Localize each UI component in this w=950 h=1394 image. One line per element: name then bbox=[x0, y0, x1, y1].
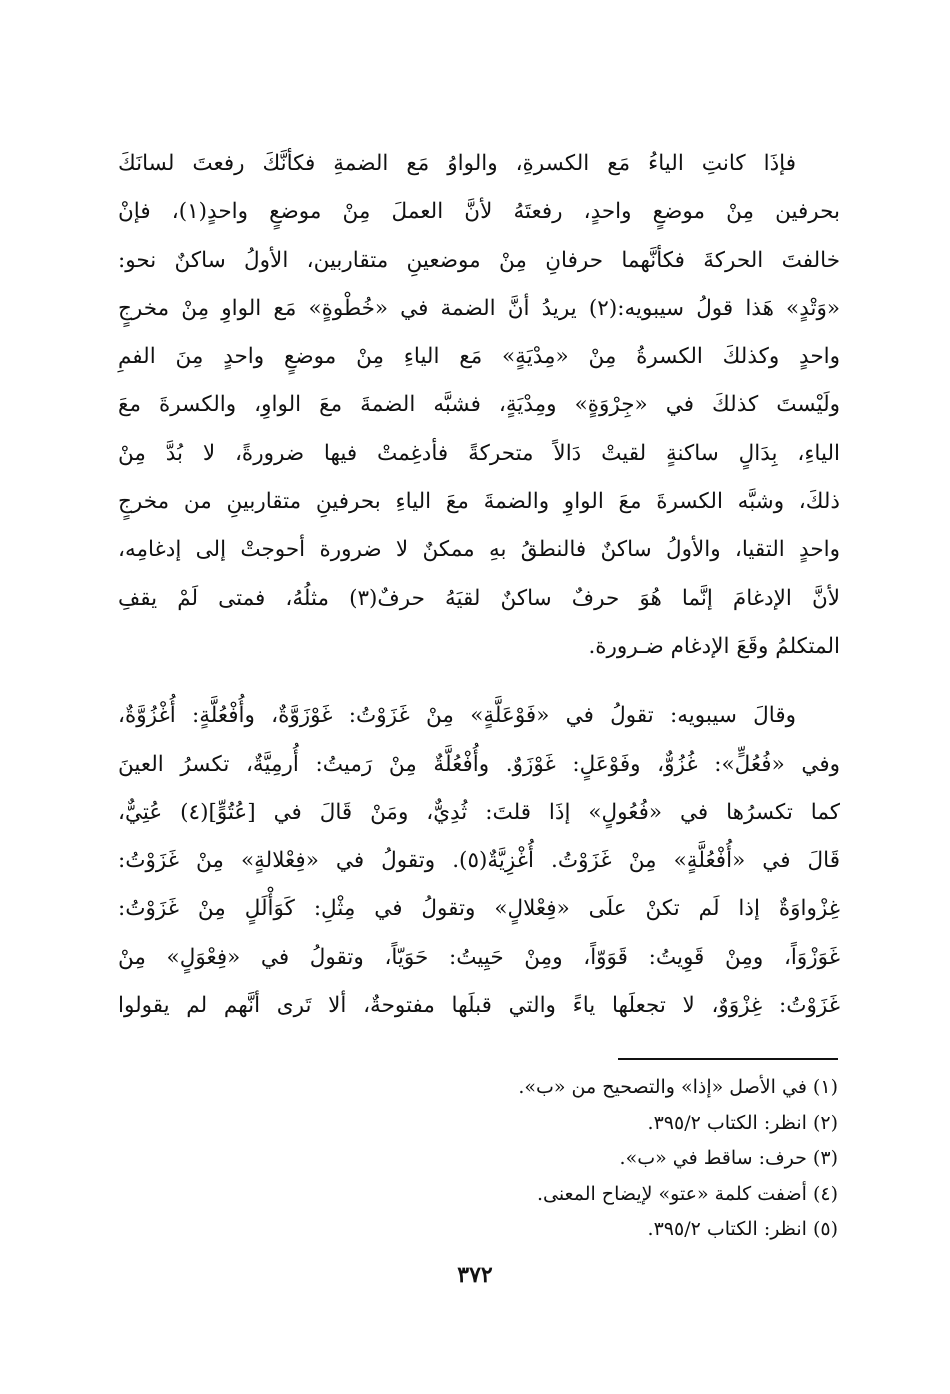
text-line: وقالَ سيبويه: تقولُ في «فَوْعَلَّةٍ» مِنْ غَزَوْتُ: غَوْزَوَّةٌ، وأُفْعُلَّةٍ: أُغْزُوَّةٌ، bbox=[118, 703, 796, 729]
text-line: غَزَوْتُ: غِزْوَوٌ، لا تجعلَها ياءً والتي قبلَها مفتوحةٌ، ألا تَرى أنَّهم لم يقولوا bbox=[118, 993, 840, 1019]
footnote: (١) في الأصل «إذا» والتصحيح من «ب». bbox=[518, 1076, 838, 1098]
text-line: قَالَ في «أُفْعُلَّةٍ» مِنْ غَزَوْتُ. أُغْزِيَّةٌ(٥). وتقولُ في «فِعْلالةٍ» مِنْ غَزَوْتُ: bbox=[118, 848, 840, 874]
text-line: خالفتَ الحركةَ فكأنَّهما حرفانِ مِنْ موضعينِ متقاربين، الأولُ ساكنٌ نحو: bbox=[118, 247, 840, 273]
text-line: غِزْواوَةٌ إذا لَم تكنْ علَى «فِعْلالٍ» وتقولُ في مِثْلِ: كَوَأْلَلٍ مِنْ غَزَوْتُ: bbox=[118, 896, 840, 922]
footnote: (٢) انظر: الكتاب ٣٩٥/٢. bbox=[647, 1111, 838, 1134]
paragraph-1 bbox=[118, 140, 840, 671]
page-number: ٣٧٢ bbox=[457, 1262, 493, 1288]
text-line: لأنَّ الإدغامَ إنَّما هُوَ حرفٌ ساكنٌ لقيَهُ حرفٌ(٣) مثلُهُ، فمتى لَمْ يقفِ bbox=[118, 585, 840, 611]
footnote: (٣) حرف: ساقط في «ب». bbox=[619, 1147, 838, 1169]
text-line: «وَتْدٍ» هَذا قولُ سيبويه:(٢) يريدُ أنَّ الضمة في «خُطْوةٍ» مَع الواوِ مِنْ مخرجٍ bbox=[118, 295, 840, 321]
text-line: وفي «فُعُلٍّ»: غُزُوٌّ، وفَوْعَلٍ: غَوْزَوٌ. وأُفْعُلَّةٌ مِنْ رَميتُ: أُرمِيَّةٌ، تكسرُ العينَ bbox=[118, 751, 840, 777]
text-line: فإذَا كانتِ الياءُ مَع الكسرةِ، والواوُ مَع الضمةِ فكأنَّكَ رفعتَ لسانَكَ bbox=[118, 151, 796, 176]
text-line: واحدٍ التقيا، والأولُ ساكنٌ فالنطقُ بهِ ممكنٌ لا ضرورة أحوجتْ إلى إدغامِه، bbox=[118, 537, 840, 563]
footnotes bbox=[138, 1070, 838, 1248]
text-line: ذلكَ، وشبَّه الكسرةَ معَ الواوِ والضمةَ معَ الياءِ بحرفينِ متقاربينِ من مخرجٍ bbox=[118, 489, 840, 515]
text-line: ولَيْستَ كذلكَ في «جِرْوَةٍ» ومِدْيَةٍ، فشبَّه الضمةَ معَ الواوِ، والكسرةَ معَ bbox=[118, 392, 840, 418]
text-line: واحدٍ وكذلكَ الكسرةُ مِنْ «مِدْيَةٍ» مَع الياءِ مِنْ موضعٍ واحدٍ مِنَ الفمِ bbox=[118, 344, 840, 370]
paragraph-2 bbox=[118, 692, 840, 1030]
text-line: بحرفين مِنْ موضعٍ واحدٍ، رفعتَهُ لأنَّ العملَ مِنْ موضعٍ واحدٍ(١)، فإنْ bbox=[118, 199, 840, 225]
footnote: (٤) أضفت كلمة «عتو» لإيضاح المعنى. bbox=[536, 1182, 838, 1205]
footnote-separator bbox=[618, 1058, 838, 1060]
text-line: الياءِ، بِدَالٍ ساكنةٍ لقيتْ دَالاً متحركةً فأدغِمتْ فيها ضرورةً، لا بُدَّ مِنْ bbox=[118, 440, 840, 466]
text-line: غَوَزْوَاً، ومِنْ قَوِيتُ: قَوَوّاً، ومِنْ حَيِيتُ: حَوَيّاً، وتقولُ في «فِعْوَلٍ» مِنْ bbox=[118, 944, 840, 970]
paragraph-gap bbox=[118, 671, 840, 692]
text-line: كما تكسرُها في «فُعُولٍ» إذَا قلتَ: ثُدِيٌّ، ومَنْ قَالَ في [عُتُوٍّ](٤) عُتِيٌّ، bbox=[118, 799, 840, 825]
main-text bbox=[118, 140, 840, 1030]
text-line: المتكلمُ وقَعَ الإدغام ضـرورة. bbox=[588, 633, 840, 659]
footnote: (٥) انظر: الكتاب ٣٩٥/٢. bbox=[647, 1218, 838, 1240]
